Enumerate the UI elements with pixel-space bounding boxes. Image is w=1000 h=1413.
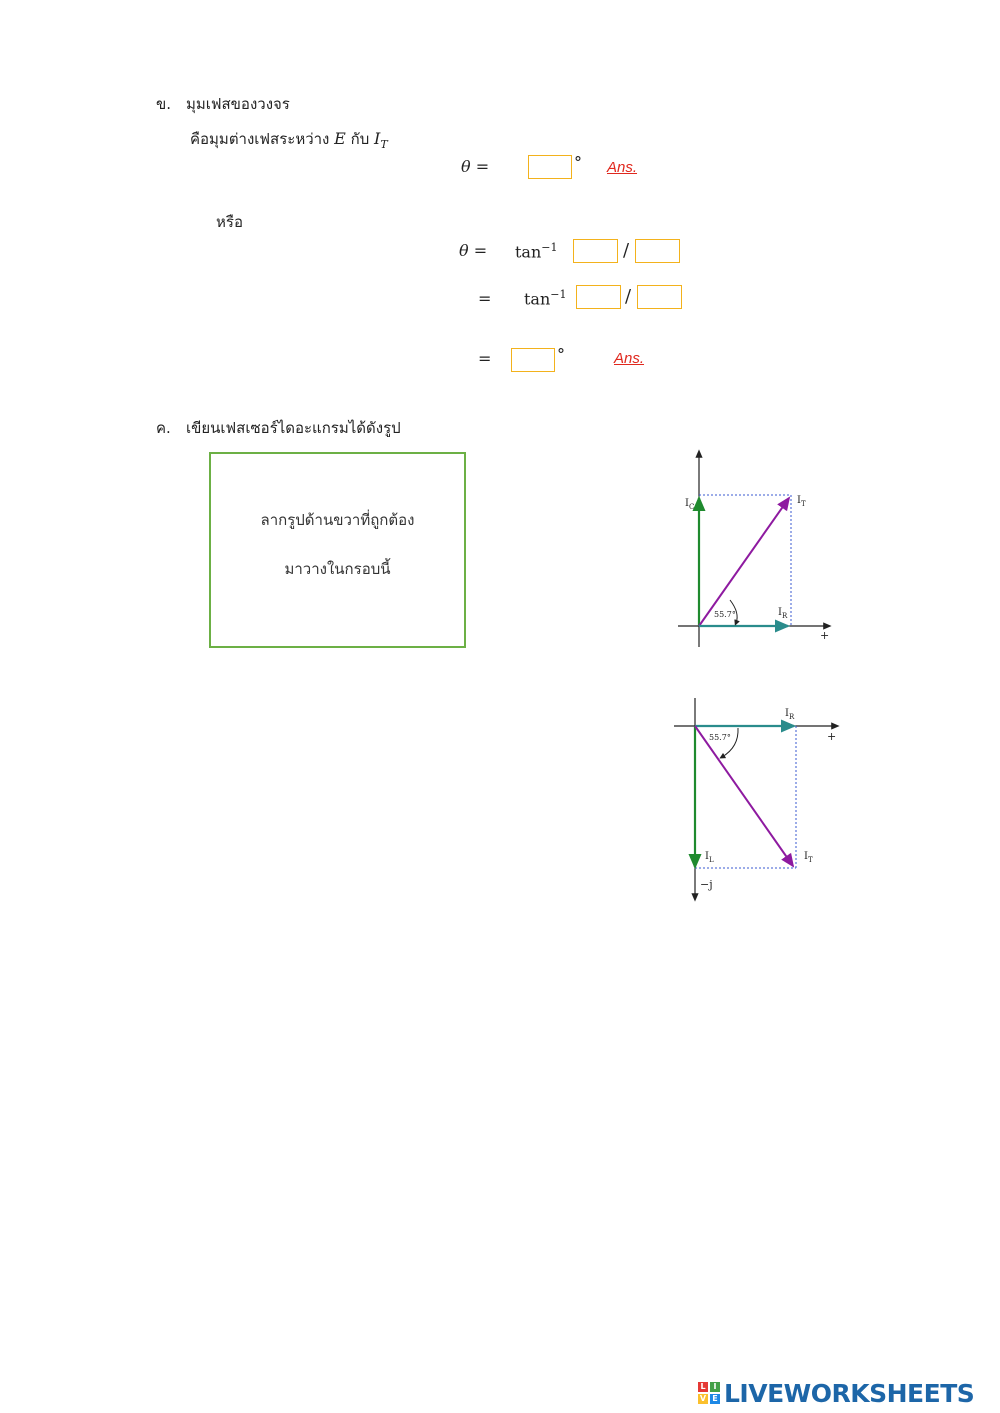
ir-label <box>785 708 795 721</box>
subtext-prefix: คือมุมต่างเฟสระหว่าง <box>190 130 330 148</box>
degree-symbol-2: ° <box>557 345 565 364</box>
section-c-marker: ค. <box>156 419 171 437</box>
ans-link-2[interactable]: Ans. <box>614 350 645 367</box>
theta-answer-input-2[interactable] <box>511 348 555 372</box>
tan-text-2: tan <box>524 289 551 309</box>
tan-sup-1: −1 <box>541 241 558 254</box>
degree-symbol-1: ° <box>574 153 582 172</box>
it-main: I <box>797 495 801 506</box>
angle-label: 55.7° <box>714 610 736 619</box>
ic-sub: C <box>688 503 695 511</box>
tan-sup-2: −1 <box>550 288 567 301</box>
or-text: หรือ <box>216 213 243 231</box>
il-label <box>705 851 714 864</box>
it-label <box>797 495 806 508</box>
it-label <box>804 851 813 864</box>
slash-1: / <box>623 240 630 261</box>
ir-label <box>778 607 788 620</box>
subtext-i: I <box>374 129 381 148</box>
diagram-drop-zone[interactable] <box>209 452 466 648</box>
numerator-input-1[interactable] <box>573 239 618 263</box>
ir-main: I <box>778 607 782 618</box>
subtext-it <box>374 129 388 152</box>
ic-main: I <box>685 498 689 509</box>
plus-label: + <box>820 629 830 642</box>
dropzone-instruction-1: ลากรูปด้านขวาที่ถูกต้อง <box>260 511 415 529</box>
equals-sign-1: = <box>478 289 492 308</box>
section-b-heading: มุมเฟสของวงจร <box>186 95 290 113</box>
logo-letter-i: I <box>710 1382 720 1392</box>
ic-label <box>685 498 694 511</box>
denominator-input-2[interactable] <box>637 285 682 309</box>
ans-link-1[interactable]: Ans. <box>607 159 638 176</box>
ir-sub: R <box>781 612 788 620</box>
il-sub: L <box>708 856 714 864</box>
subtext-e: E <box>334 129 346 148</box>
angle-label: 55.7° <box>709 733 731 742</box>
logo-letter-e: E <box>710 1394 720 1404</box>
it-sub: T <box>807 856 813 864</box>
it-vector <box>695 726 793 866</box>
arctan-label-2 <box>524 288 567 308</box>
slash-2: / <box>625 286 632 307</box>
equals-sign-2: = <box>478 349 492 368</box>
arctan-label-1 <box>515 241 558 261</box>
ir-sub: R <box>788 713 795 721</box>
section-c-heading: เขียนเฟสเซอร์ไดอะแกรมได้ดังรูป <box>186 419 401 437</box>
it-vector <box>699 498 789 626</box>
tan-text-1: tan <box>515 242 542 262</box>
phasor-diagram-capacitive[interactable] <box>670 445 840 655</box>
dropzone-instruction-2: มาวางในกรอบนี้ <box>284 560 391 578</box>
minus-j-label: −j <box>700 878 713 891</box>
ir-main: I <box>785 708 789 719</box>
numerator-input-2[interactable] <box>576 285 621 309</box>
it-sub: T <box>800 500 806 508</box>
subtext-sub: T <box>380 138 388 152</box>
section-b-marker: ข. <box>156 95 172 113</box>
denominator-input-1[interactable] <box>635 239 680 263</box>
logo-text: LIVEWORKSHEETS <box>724 1378 975 1408</box>
il-main: I <box>705 851 709 862</box>
theta-equation-2: θ = <box>459 241 488 260</box>
it-main: I <box>804 851 808 862</box>
plus-label: + <box>827 730 837 743</box>
section-b-subtext <box>190 127 388 151</box>
logo-letter-l: L <box>698 1382 708 1392</box>
liveworksheets-logo[interactable] <box>698 1380 974 1406</box>
logo-letter-v: V <box>699 1394 707 1403</box>
theta-equation-1: θ = <box>461 157 490 176</box>
subtext-mid: กับ <box>350 130 370 148</box>
phasor-diagram-inductive[interactable] <box>670 695 845 905</box>
logo-mark <box>698 1382 720 1404</box>
theta-answer-input-1[interactable] <box>528 155 572 179</box>
